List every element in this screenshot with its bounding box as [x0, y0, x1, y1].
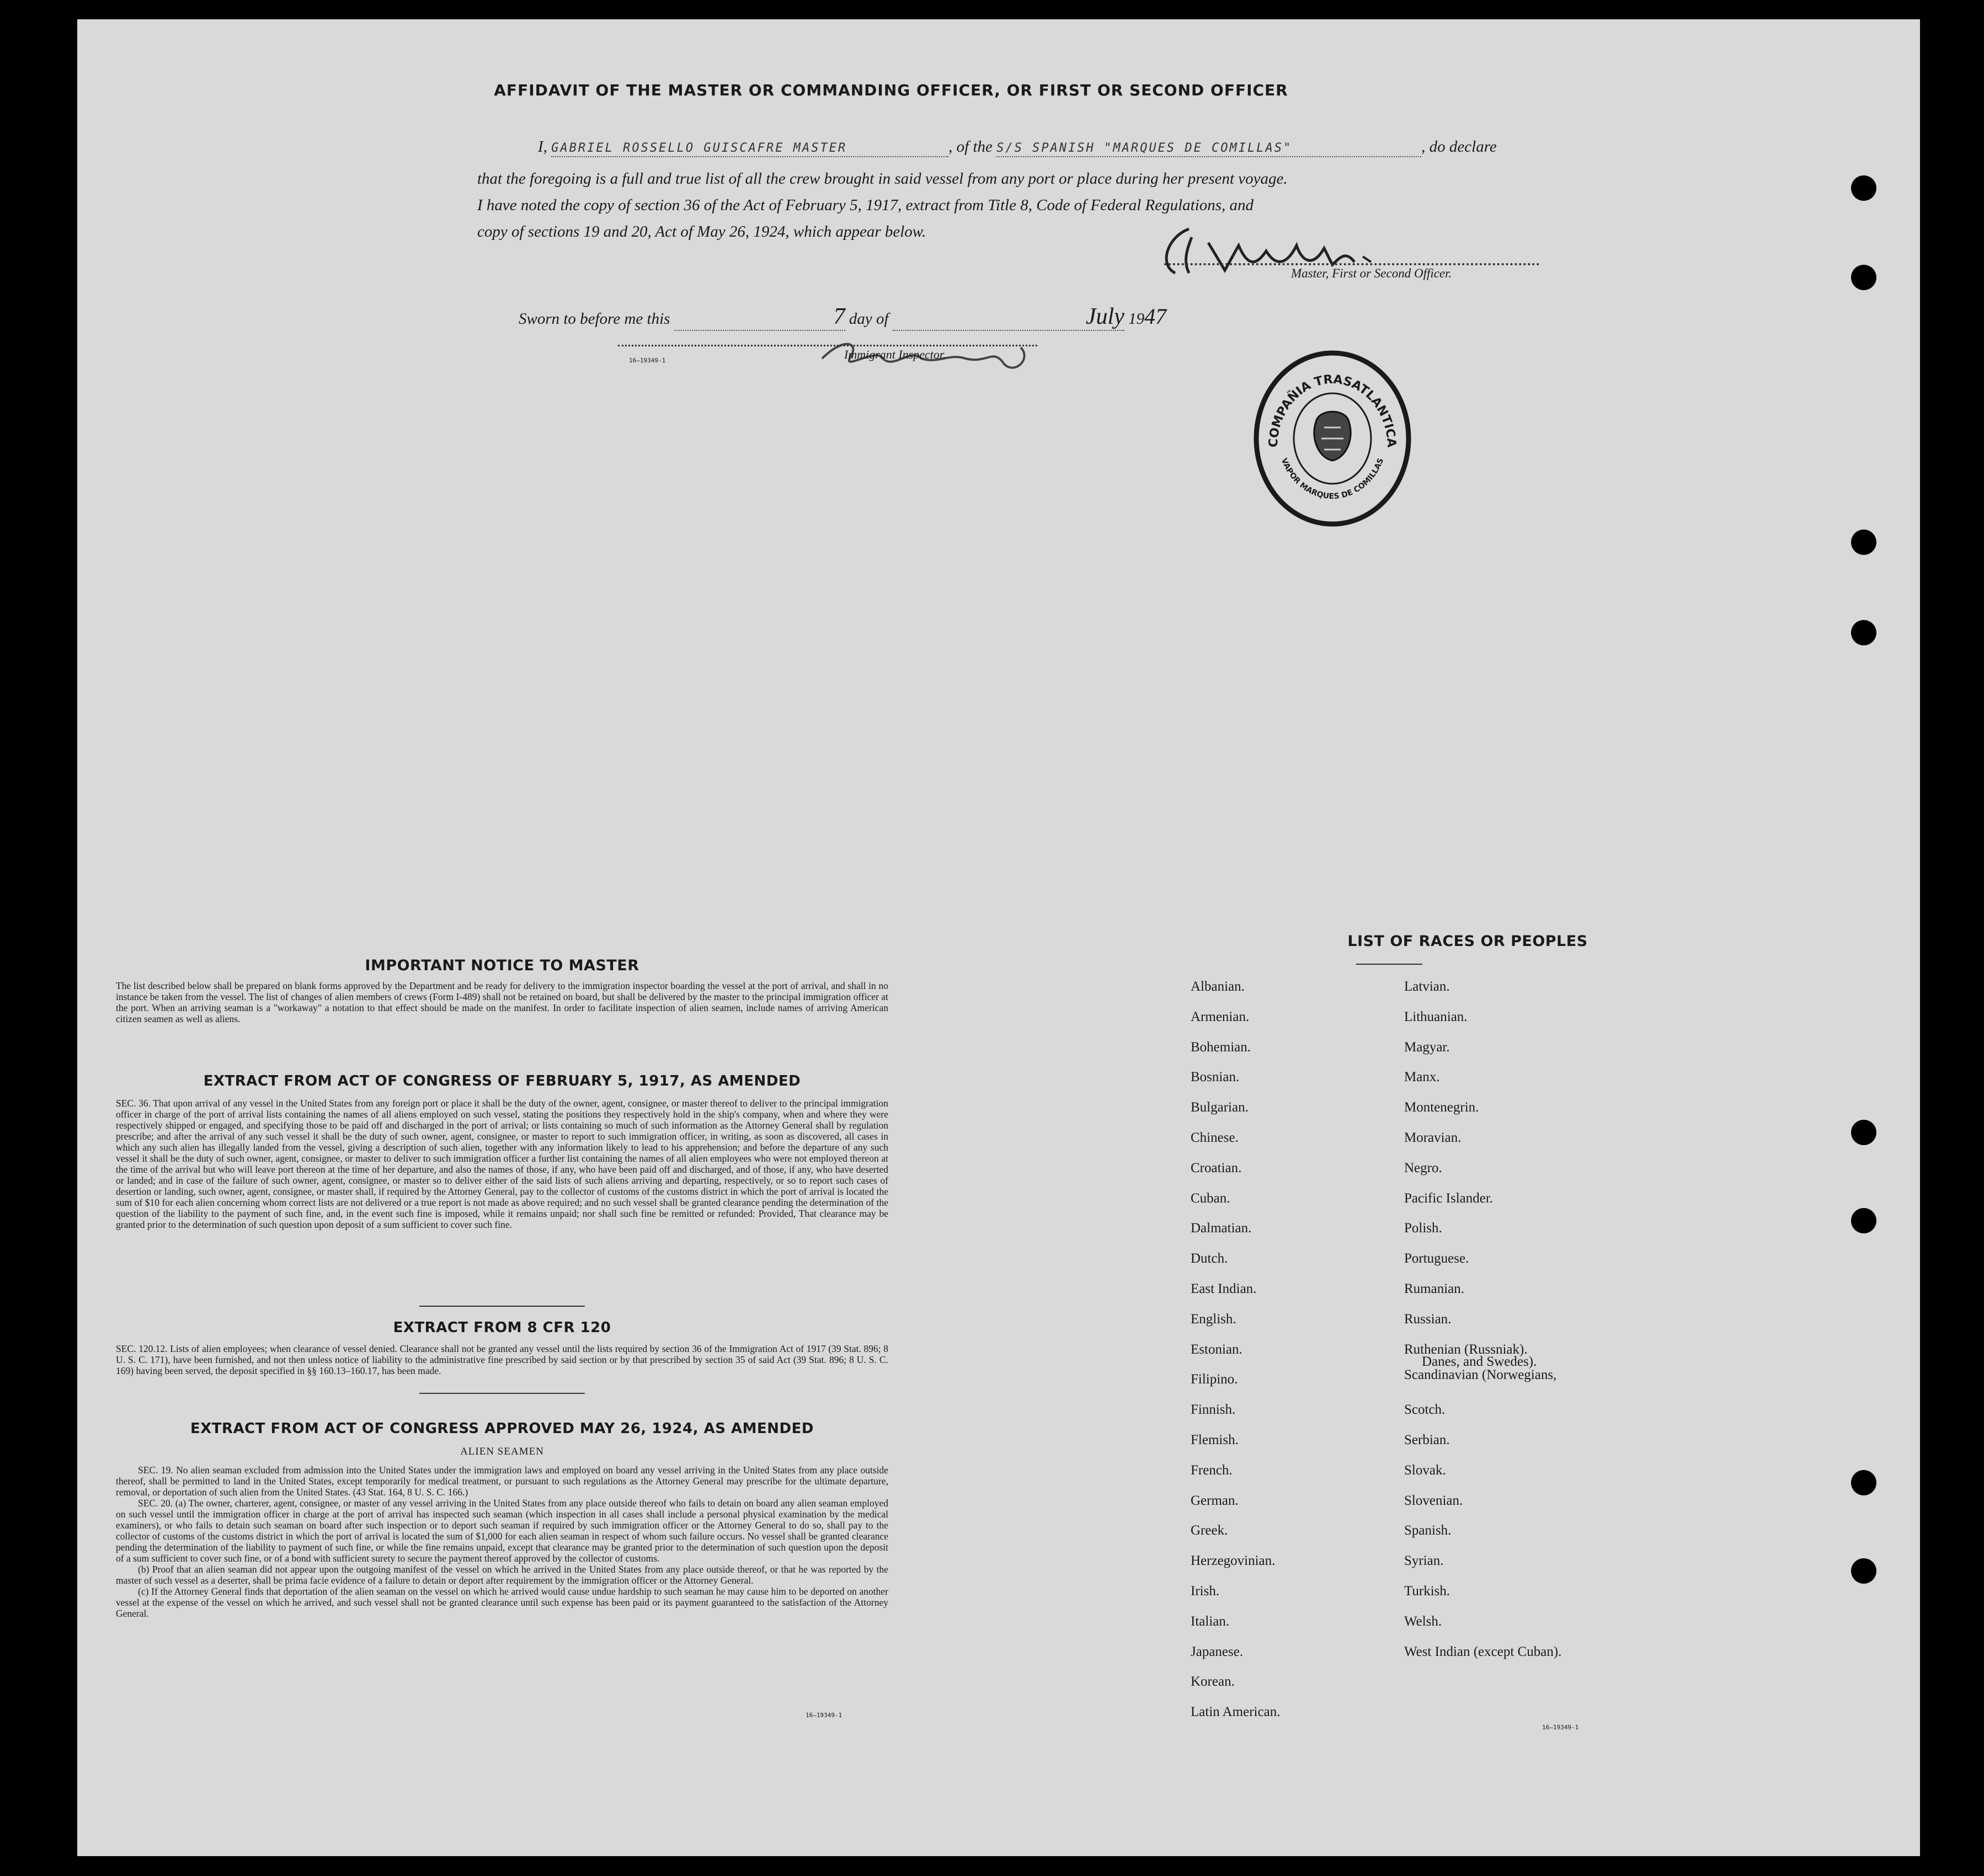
race-item: French. — [1191, 1462, 1233, 1478]
notice-body: The list described below shall be prepared on blank forms approved by the Department and be ready for delivery to the immigration inspector boarding the vessel at the port of arrival, and shall in no instance be taken from the vessel. The list of changes of alien members of crews (Form I-489) shall not be retained on board, but shall be delivered by the master to the principal immigration officer at the port. When an arriving seaman is a "workaway" a notation to that effect should be made on the manifest. In order to facilitate inspection of alien seamen, include names of arriving American citizen seamen as well as aliens. — [116, 980, 888, 1024]
sec-20a-paragraph: SEC. 20. (a) The owner, charterer, agent, consignee, or master of any vessel arriving in the United States from any place outside thereof who fails to detain on board any alien seaman employed on such vessel until the immigration officer in charge at the port of arrival has inspected such seaman (which inspection in all cases shall include a personal physical examination by the medical examiners), or who fails to detain such seaman on board after such inspection or to deport such seaman if required by such immigration officer or the Attorney General to do so, shall pay to the collector of customs of the customs district in which the port of arrival is located the sum of $1,000 for each alien seaman in respect of whom such failure occurs. No vessel shall be granted clearance pending the determination of the liability to payment of such fine, or while the fine remains unpaid, except that clearance may be granted prior to the determination of such question upon the deposit of a sum sufficient to cover such fine, or of a bond with sufficient surety to secure the payment thereof approved by the collector of customs. — [116, 1498, 888, 1564]
race-item: Dutch. — [1191, 1251, 1228, 1266]
race-item: Slovak. — [1404, 1462, 1446, 1478]
race-item: Syrian. — [1404, 1553, 1444, 1569]
race-item: East Indian. — [1191, 1281, 1257, 1296]
extract-1917-title: EXTRACT FROM ACT OF CONGRESS OF FEBRUARY 5, 1917, AS AMENDED — [203, 1073, 801, 1089]
race-item: Dalmatian. — [1191, 1221, 1252, 1236]
punch-hole — [1851, 175, 1876, 201]
race-item: Ruthenian (Russniak). — [1404, 1341, 1528, 1357]
race-item: Polish. — [1404, 1221, 1442, 1236]
divider — [419, 1306, 585, 1307]
day-of-label: day of — [849, 310, 889, 328]
inspector-signature-line — [618, 345, 1037, 346]
race-item: Portuguese. — [1404, 1251, 1469, 1266]
seal-top-text: COMPAÑIA TRASATLANTICA — [1266, 372, 1399, 448]
race-item: Italian. — [1191, 1613, 1230, 1629]
affidavit-do-declare: , do declare — [1421, 138, 1497, 156]
race-item: Scandinavian (Norwegians, — [1404, 1367, 1557, 1383]
race-item: Lithuanian. — [1404, 1009, 1468, 1024]
form-number: 16—19349-1 — [629, 357, 666, 364]
sworn-prefix: Sworn to before me this — [519, 310, 670, 328]
race-item: Welsh. — [1404, 1613, 1442, 1629]
race-item: Bohemian. — [1191, 1039, 1251, 1055]
race-item: Japanese. — [1191, 1644, 1244, 1659]
sworn-day: 7 — [833, 304, 845, 329]
affidavit-title: AFFIDAVIT OF THE MASTER OR COMMANDING OFFICER, OR FIRST OR SECOND OFFICER — [494, 81, 1288, 99]
race-item: Irish. — [1191, 1584, 1220, 1599]
race-item: Pacific Islander. — [1404, 1190, 1494, 1206]
race-item: Filipino. — [1191, 1372, 1238, 1387]
race-item: Turkish. — [1404, 1584, 1450, 1599]
extract-1917-body: SEC. 36. That upon arrival of any vessel in the United States from any foreign port or place it shall be the duty of the owner, agent, consignee, or master thereof to deliver to the principal immigration officer in charge of the port of arrival lists containing the names of all aliens employed on such vessel, stating the positions they respectively hold in the ship's company, when and where they were respectively shipped or engaged, and specifying those to be paid off and discharged in the port of arrival; or lists containing so much of such information as the Attorney General shall by regulation prescribe; and after the arrival of any such vessel it shall be the duty of such owner, agent, consignee, or master to report to such immigration officer, in writing, as soon as discovered, all cases in which any such alien has illegally landed from the vessel, giving a description of such alien, together with any information likely to lead to his apprehension; and before the departure of any such vessel it shall be the duty of such owner, agent, consignee, or master to deliver to such immigration officer a further list containing the names of all alien employees who were not employed thereon at the time of the arrival but who will leave port thereon at the time of her departure, and also the names of those, if any, who have been paid off and discharged, and of those, if any, who have deserted or landed; and in case of the failure of such owner, agent, consignee, or master so to deliver either of the said lists of such aliens arriving and departing, respectively, or so to report such cases of desertion or landing, such owner, agent, consignee, or master shall, if required by the Attorney General, pay to the collector of customs of the customs district in which the port of arrival is located the sum of $10 for each alien concerning whom correct lists are not delivered or a true report is not made as above required; and no such vessel shall be granted clearance pending the determination of the question of the liability to the payment of such fine, and, in the event such fine is imposed, while it remains unpaid; nor shall such fine be remitted or refunded: Provided, That clearance may be granted prior to the determination of such question upon deposit of a sum sufficient to cover such fine. — [116, 1098, 888, 1230]
extract-8cfr-title: EXTRACT FROM 8 CFR 120 — [393, 1319, 611, 1336]
extract-1924-title: EXTRACT FROM ACT OF CONGRESS APPROVED MAY 26, 1924, AS AMENDED — [190, 1420, 814, 1437]
race-item: Magyar. — [1404, 1039, 1450, 1055]
sec-20c-paragraph: (c) If the Attorney General finds that deportation of the alien seaman on the vessel on which he arrived would cause undue hardship to such seaman he may cause him to be deported on another vessel at the expense of the vessel on which he arrived, and such vessel shall not be granted clearance until such expense has been paid or its payment guaranteed to the satisfaction of the Attorney General. — [116, 1586, 888, 1619]
race-item: Latvian. — [1404, 979, 1450, 994]
sec-19-paragraph: SEC. 19. No alien seaman excluded from admission into the United States under the immigration laws and employed on board any vessel arriving in the United States from any place outside thereof, shall be permitted to land in the United States, except temporarily for medical treatment, or pursuant to such regulations as the Attorney General may prescribe for the ultimate departure, removal, or deportation of such alien from the United States. (43 Stat. 164, 8 U. S. C. 166.) — [116, 1465, 888, 1498]
race-item: English. — [1191, 1311, 1236, 1327]
race-item: Finnish. — [1191, 1402, 1236, 1418]
punch-hole — [1851, 1120, 1876, 1145]
race-item: Montenegrin. — [1404, 1100, 1479, 1115]
race-item: Rumanian. — [1404, 1281, 1465, 1296]
race-item: Bulgarian. — [1191, 1100, 1249, 1115]
punch-hole — [1851, 1208, 1876, 1233]
master-name-typed: GABRIEL ROSSELLO GUISCAFRE MASTER — [551, 141, 847, 155]
race-item: German. — [1191, 1493, 1239, 1508]
vessel-name-typed: S/S SPANISH "MARQUES DE COMILLAS" — [996, 141, 1293, 155]
race-item: Moravian. — [1404, 1130, 1462, 1145]
race-item: Slovenian. — [1404, 1493, 1463, 1508]
race-item: Greek. — [1191, 1523, 1228, 1538]
sec-20b-paragraph: (b) Proof that an alien seaman did not appear upon the outgoing manifest of the vessel on which he arrived in the United States from any place outside thereof, or that he was reported by the master of such vessel as a deserter, shall be prima facie evidence of a failure to detain or deport after requirement by the immigration officer or the Attorney General. — [116, 1564, 888, 1586]
race-item: Bosnian. — [1191, 1070, 1240, 1085]
seal-bottom-text: VAPOR MARQUES DE COMILLAS — [1279, 457, 1386, 501]
notice-title: IMPORTANT NOTICE TO MASTER — [365, 957, 639, 974]
races-title: LIST OF RACES OR PEOPLES — [1347, 933, 1588, 950]
race-item: Manx. — [1404, 1070, 1440, 1085]
affidavit-of-the: , of the — [948, 138, 993, 156]
punch-hole — [1851, 530, 1876, 555]
race-item: Croatian. — [1191, 1160, 1242, 1175]
master-signature-line — [1164, 263, 1539, 265]
punch-hole — [1851, 1470, 1876, 1495]
race-item: Cuban. — [1191, 1190, 1230, 1206]
sworn-month: July — [1085, 304, 1124, 329]
extract-1924-body — [116, 1465, 888, 1619]
race-item: Russian. — [1404, 1311, 1452, 1327]
affidavit-line-2: that the foregoing is a full and true list of all the crew brought in said vessel from any port or place during her present voyage. — [477, 170, 1288, 188]
race-item: Armenian. — [1191, 1009, 1250, 1024]
race-item: Spanish. — [1404, 1523, 1452, 1538]
race-item: West Indian (except Cuban). — [1404, 1644, 1562, 1659]
master-name-field — [551, 138, 948, 157]
race-item: Danes, and Swedes). — [1422, 1354, 1537, 1369]
form-number: 16—19349-1 — [1542, 1724, 1579, 1731]
race-item: Negro. — [1404, 1160, 1442, 1175]
extract-1924-subtitle: ALIEN SEAMEN — [460, 1446, 544, 1457]
company-seal — [1252, 350, 1412, 527]
year-suffix: 47 — [1144, 304, 1167, 329]
affidavit-i-prefix: I, — [538, 138, 547, 156]
race-item: Serbian. — [1404, 1433, 1450, 1447]
affidavit-first-line — [538, 138, 1586, 157]
race-item: Latin American. — [1191, 1704, 1281, 1720]
inspector-caption: Immigrant Inspector. — [844, 348, 946, 361]
race-item: Flemish. — [1191, 1433, 1239, 1447]
divider — [1356, 964, 1422, 965]
race-item: Albanian. — [1191, 979, 1245, 994]
extract-8cfr-body: SEC. 120.12. Lists of alien employees; when clearance of vessel denied. Clearance shall not be granted any vessel until the lists required by section 36 of the Immigration Act of 1917 (39 Stat. 896; 8 U. S. C. 171), have been furnished, and not then unless notice of liability to the administrative fine prescribed by said section or by that prescribed by section 35 of said Act (39 Stat. 896; 8 U. S. C. 169) having been served, the deposit specified in §§ 160.13–160.17, has been made. — [116, 1343, 888, 1376]
affidavit-line-3: I have noted the copy of section 36 of the Act of February 5, 1917, extract from Title 8, Code of Federal Regulations, and — [477, 196, 1254, 214]
punch-hole — [1851, 620, 1876, 645]
divider — [419, 1393, 585, 1394]
race-item: Estonian. — [1191, 1341, 1242, 1357]
document-page — [77, 19, 1920, 1856]
race-item: Herzegovinian. — [1191, 1553, 1276, 1569]
vessel-name-field — [996, 138, 1421, 157]
master-caption: Master, First or Second Officer. — [1291, 266, 1452, 280]
affidavit-line-4: copy of sections 19 and 20, Act of May 26, 1924, which appear below. — [477, 223, 926, 240]
race-item: Chinese. — [1191, 1130, 1239, 1145]
punch-hole — [1851, 265, 1876, 290]
punch-hole — [1851, 1558, 1876, 1584]
form-number: 16—19349-1 — [806, 1712, 842, 1719]
race-item: Korean. — [1191, 1674, 1235, 1690]
race-item: Scotch. — [1404, 1402, 1446, 1418]
year-prefix: 19 — [1128, 310, 1145, 328]
